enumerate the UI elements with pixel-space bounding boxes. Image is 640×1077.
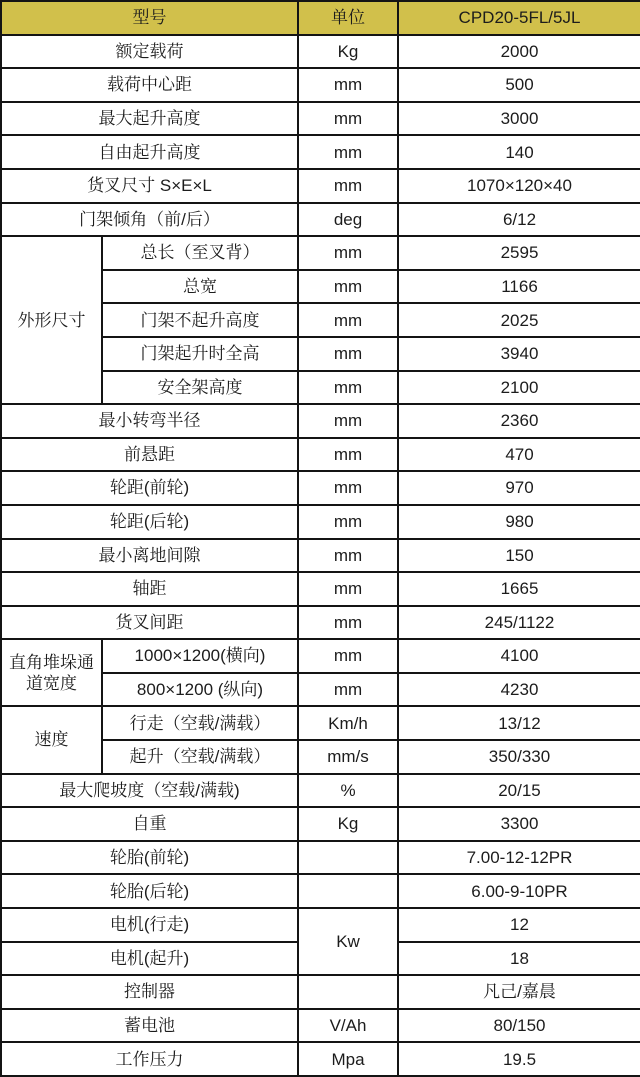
table-row (1, 572, 640, 606)
table-row (1, 102, 640, 136)
spec-label: 轮距(后轮) (1, 505, 298, 539)
spec-label: 总宽 (102, 270, 298, 304)
spec-unit: Kg (298, 807, 398, 841)
spec-label: 轴距 (1, 572, 298, 606)
spec-label: 起升（空载/满载） (102, 740, 298, 774)
group-label-aisle: 直角堆垛通道宽度 (1, 639, 102, 706)
spec-unit: mm (298, 102, 398, 136)
spec-value: 20/15 (398, 774, 640, 808)
spec-label: 电机(行走) (1, 908, 298, 942)
header-model-value: CPD20-5FL/5JL (398, 1, 640, 35)
spec-label: 货叉间距 (1, 606, 298, 640)
spec-unit: mm (298, 236, 398, 270)
spec-unit: % (298, 774, 398, 808)
spec-label: 轮胎(前轮) (1, 841, 298, 875)
spec-unit: mm (298, 169, 398, 203)
spec-value: 7.00-12-12PR (398, 841, 640, 875)
spec-value: 2100 (398, 371, 640, 405)
spec-label: 最大起升高度 (1, 102, 298, 136)
spec-unit: V/Ah (298, 1009, 398, 1043)
spec-unit: mm (298, 471, 398, 505)
table-row (1, 35, 640, 69)
spec-unit: mm (298, 303, 398, 337)
table-row (1, 606, 640, 640)
spec-value: 470 (398, 438, 640, 472)
spec-value: 2360 (398, 404, 640, 438)
spec-unit: mm (298, 438, 398, 472)
spec-value: 1665 (398, 572, 640, 606)
spec-label: 载荷中心距 (1, 68, 298, 102)
spec-label: 门架倾角（前/后） (1, 203, 298, 237)
table-row (1, 908, 640, 942)
spec-label: 轮胎(后轮) (1, 874, 298, 908)
spec-unit: mm (298, 673, 398, 707)
group-label-speed: 速度 (1, 706, 102, 773)
table-row (1, 236, 640, 270)
table-row (1, 471, 640, 505)
spec-value: 3000 (398, 102, 640, 136)
spec-unit: mm (298, 337, 398, 371)
table-row (1, 1009, 640, 1043)
table-row (1, 203, 640, 237)
spec-unit: mm (298, 539, 398, 573)
table-row (1, 639, 640, 673)
spec-unit: mm (298, 68, 398, 102)
spec-label: 门架起升时全高 (102, 337, 298, 371)
spec-value: 80/150 (398, 1009, 640, 1043)
spec-label: 1000×1200(横向) (102, 639, 298, 673)
spec-label: 自重 (1, 807, 298, 841)
spec-label: 电机(起升) (1, 942, 298, 976)
spec-label: 控制器 (1, 975, 298, 1009)
spec-value: 19.5 (398, 1042, 640, 1076)
spec-value: 2025 (398, 303, 640, 337)
spec-value: 140 (398, 135, 640, 169)
spec-value: 500 (398, 68, 640, 102)
spec-value: 4100 (398, 639, 640, 673)
spec-unit: mm/s (298, 740, 398, 774)
group-label-dimensions: 外形尺寸 (1, 236, 102, 404)
spec-label: 行走（空载/满载） (102, 706, 298, 740)
spec-label: 蓄电池 (1, 1009, 298, 1043)
spec-label: 货叉尺寸 S×E×L (1, 169, 298, 203)
spec-value: 1070×120×40 (398, 169, 640, 203)
spec-value: 4230 (398, 673, 640, 707)
table-row (1, 135, 640, 169)
table-row (1, 404, 640, 438)
table-row (1, 706, 640, 740)
spec-value: 1166 (398, 270, 640, 304)
spec-unit: mm (298, 404, 398, 438)
spec-unit: mm (298, 135, 398, 169)
spec-value: 245/1122 (398, 606, 640, 640)
spec-value: 13/12 (398, 706, 640, 740)
spec-value: 970 (398, 471, 640, 505)
header-unit: 单位 (298, 1, 398, 35)
spec-unit (298, 841, 398, 875)
spec-unit: Kw (298, 908, 398, 975)
spec-value: 12 (398, 908, 640, 942)
table-row (1, 807, 640, 841)
spec-label: 800×1200 (纵向) (102, 673, 298, 707)
spec-unit: Kg (298, 35, 398, 69)
table-row (1, 505, 640, 539)
table-row (1, 774, 640, 808)
spec-value: 350/330 (398, 740, 640, 774)
spec-value: 6/12 (398, 203, 640, 237)
spec-label: 安全架高度 (102, 371, 298, 405)
table-row (1, 975, 640, 1009)
spec-unit (298, 975, 398, 1009)
table-row (1, 874, 640, 908)
spec-label: 工作压力 (1, 1042, 298, 1076)
table-row (1, 539, 640, 573)
spec-label: 前悬距 (1, 438, 298, 472)
table-row (1, 169, 640, 203)
spec-unit: Km/h (298, 706, 398, 740)
spec-unit: mm (298, 270, 398, 304)
table-row (1, 438, 640, 472)
spec-label: 最小离地间隙 (1, 539, 298, 573)
table-row (1, 841, 640, 875)
spec-value: 150 (398, 539, 640, 573)
header-row (1, 1, 640, 35)
spec-unit: Mpa (298, 1042, 398, 1076)
spec-label: 轮距(前轮) (1, 471, 298, 505)
spec-label: 自由起升高度 (1, 135, 298, 169)
spec-value: 2000 (398, 35, 640, 69)
spec-value: 凡己/嘉晨 (398, 975, 640, 1009)
spec-unit: mm (298, 505, 398, 539)
spec-label: 额定载荷 (1, 35, 298, 69)
header-model: 型号 (1, 1, 298, 35)
spec-unit (298, 874, 398, 908)
spec-label: 最小转弯半径 (1, 404, 298, 438)
table-row (1, 1042, 640, 1076)
spec-value: 980 (398, 505, 640, 539)
spec-value: 6.00-9-10PR (398, 874, 640, 908)
spec-value: 18 (398, 942, 640, 976)
table-row (1, 68, 640, 102)
spec-unit: mm (298, 572, 398, 606)
spec-value: 2595 (398, 236, 640, 270)
spec-unit: mm (298, 606, 398, 640)
spec-unit: mm (298, 371, 398, 405)
spec-label: 最大爬坡度（空载/满载) (1, 774, 298, 808)
spec-unit: mm (298, 639, 398, 673)
spec-label: 总长（至叉背） (102, 236, 298, 270)
spec-unit: deg (298, 203, 398, 237)
spec-label: 门架不起升高度 (102, 303, 298, 337)
spec-value: 3300 (398, 807, 640, 841)
spec-value: 3940 (398, 337, 640, 371)
